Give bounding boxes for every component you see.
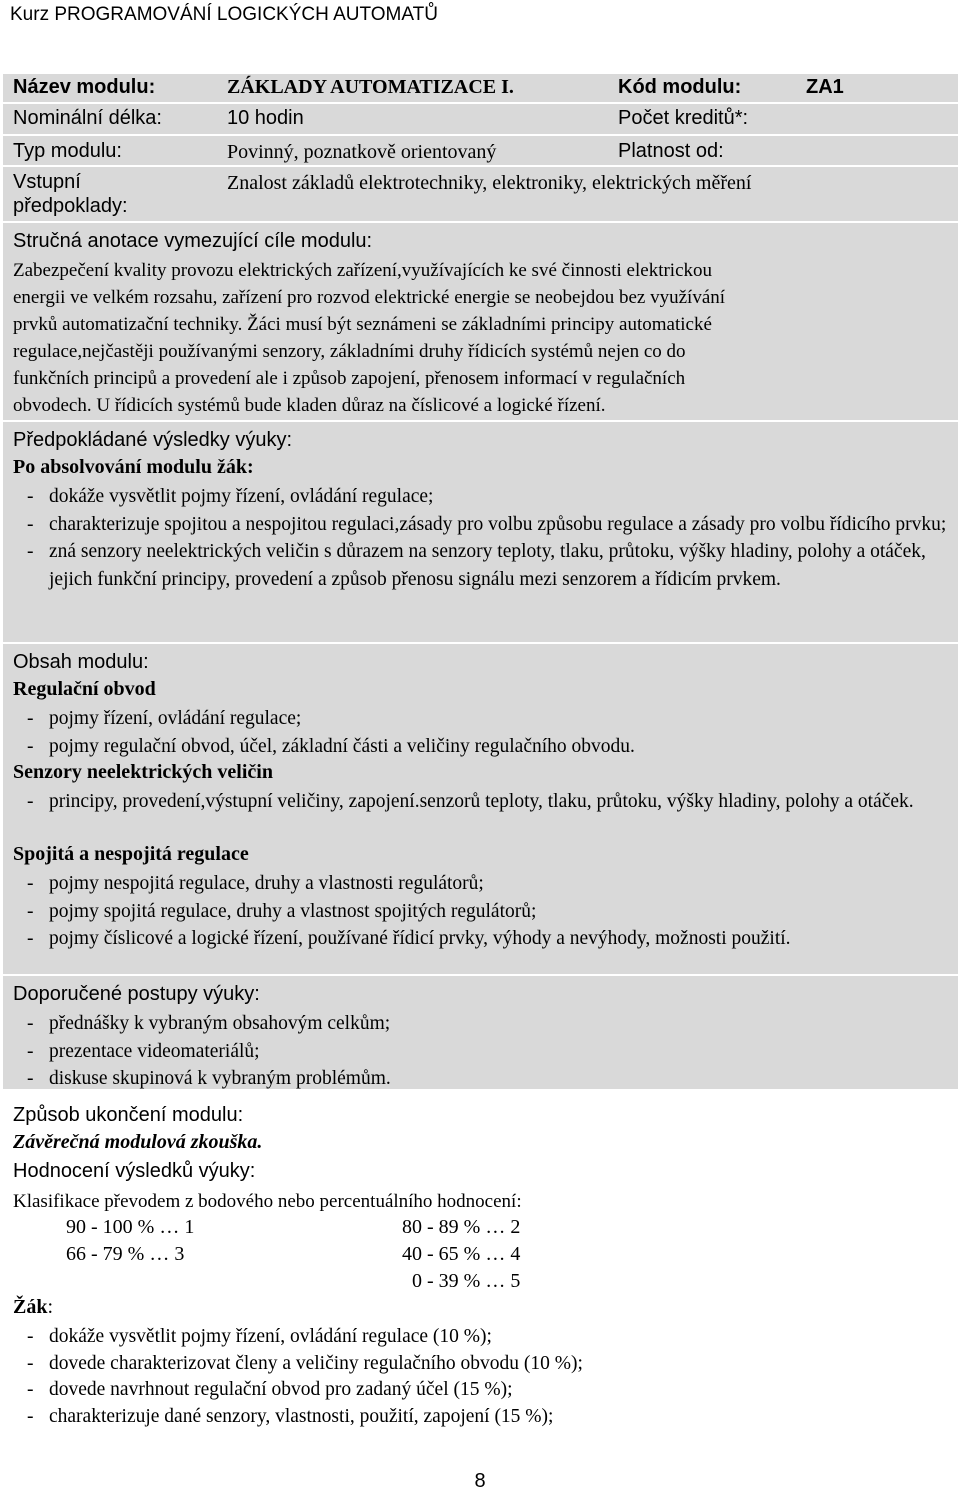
grade-row: 40 - 65 % … 4 <box>402 1243 521 1265</box>
student-label-colon: : <box>47 1296 54 1318</box>
completion-title: Způsob ukončení modulu: <box>13 1104 244 1126</box>
module-name-value: ZÁKLADY AUTOMATIZACE I. <box>227 76 514 98</box>
list-item: - dovede charakterizovat členy a veličiny regulačního obvodu (10 %); <box>13 1351 948 1378</box>
student-label <box>13 1296 53 1319</box>
module-code-value: ZA1 <box>806 76 844 98</box>
content-section-heading: Regulační obvod <box>13 678 156 700</box>
row-length <box>3 102 958 134</box>
credits-label: Počet kreditů*: <box>618 107 749 129</box>
module-code-label: Kód modulu: <box>618 76 742 98</box>
content-section-list <box>13 705 948 760</box>
results-list <box>13 483 948 593</box>
evaluation-block <box>3 1158 958 1428</box>
grade-row: 66 - 79 % … 3 <box>66 1243 185 1265</box>
row-prerequisites <box>3 165 958 221</box>
list-item: - pojmy regulační obvod, účel, základní části a veličiny regulačního obvodu. <box>13 733 948 761</box>
methods-title: Doporučené postupy výuky: <box>13 983 260 1005</box>
list-item: - pojmy nespojitá regulace, druhy a vlastnosti regulátorů; <box>13 870 948 898</box>
list-item: - charakterizuje dané senzory, vlastnosti, použití, zapojení (15 %); <box>13 1404 948 1431</box>
evaluation-intro: Klasifikace převodem z bodového nebo percentuálního hodnocení: <box>13 1191 522 1212</box>
content-section-heading: Spojitá a nespojitá regulace <box>13 843 249 865</box>
prereq-label-line2: předpoklady: <box>13 195 128 217</box>
type-value: Povinný, poznatkově orientovaný <box>227 141 497 163</box>
content-section-list <box>13 870 948 953</box>
list-item: - pojmy číslicové a logické řízení, používané řídicí prvky, výhody a nevýhody, možnosti použití. <box>13 925 948 953</box>
annotation-block <box>3 221 958 420</box>
annotation-line: prvků automatizační techniky. Žáci musí být seznámeni se základními principy automatické <box>13 314 712 335</box>
annotation-line: Zabezpečení kvality provozu elektrických zařízení,využívajících ke své činnosti elektrickou <box>13 260 713 281</box>
annotation-line: obvodech. U řídicích systémů bude kladen důraz na číslicové a logické řízení. <box>13 395 606 416</box>
valid-label: Platnost od: <box>618 140 724 162</box>
list-item: - prezentace videomateriálů; <box>13 1038 948 1066</box>
student-list <box>13 1324 948 1430</box>
annotation-line: energii ve velkém rozsahu, zařízení pro rozvod elektrické energie se neobejdou bez využívání <box>13 287 726 308</box>
list-item: - charakterizuje spojitou a nespojitou regulaci,zásady pro volbu způsobu regulace a zásady pro volbu řídicího prvku; <box>13 511 948 539</box>
content-title: Obsah modulu: <box>13 651 149 673</box>
list-item: - diskuse skupinová k vybraným problémům. <box>13 1065 948 1093</box>
length-label: Nominální délka: <box>13 107 162 129</box>
results-subtitle: Po absolvování modulu žák: <box>13 456 254 478</box>
module-name-label: Název modulu: <box>13 76 156 98</box>
grade-row: 80 - 89 % … 2 <box>402 1216 521 1238</box>
type-label: Typ modulu: <box>13 140 122 162</box>
annotation-title: Stručná anotace vymezující cíle modulu: <box>13 230 373 252</box>
module-sheet <box>3 72 958 1428</box>
content-section-list <box>13 788 948 816</box>
row-type <box>3 134 958 165</box>
completion-block <box>3 1089 958 1158</box>
grade-row: 0 - 39 % … 5 <box>412 1270 521 1292</box>
page-number: 8 <box>474 1470 486 1492</box>
prereq-value: Znalost základů elektrotechniky, elektroniky, elektrických měření <box>227 172 752 194</box>
methods-list <box>13 1010 948 1093</box>
prereq-label-line1: Vstupní <box>13 171 81 193</box>
list-item: - dokáže vysvětlit pojmy řízení, ovládání regulace; <box>13 483 948 511</box>
methods-block <box>3 974 958 1089</box>
list-item: - pojmy řízení, ovládání regulace; <box>13 705 948 733</box>
document-header: Kurz PROGRAMOVÁNÍ LOGICKÝCH AUTOMATŮ <box>10 4 438 25</box>
grade-row: 90 - 100 % … 1 <box>66 1216 195 1238</box>
content-section-heading: Senzory neelektrických veličin <box>13 761 273 783</box>
list-item: - zná senzory neelektrických veličin s důrazem na senzory teploty, tlaku, průtoku, výšky hladiny, polohy a otáček, jejich funkční principy, provedení a způsob přenosu signálu mezi senzorem a řídicím prvkem. <box>13 538 948 593</box>
annotation-text <box>13 257 943 419</box>
annotation-line: funkčních principů a provedení ale i způsob zapojení, přenosem informací v regulačních <box>13 368 686 389</box>
list-item: - dovede navrhnout regulační obvod pro zadaný účel (15 %); <box>13 1377 948 1404</box>
evaluation-title: Hodnocení výsledků výuky: <box>13 1160 256 1182</box>
list-item: - principy, provedení,výstupní veličiny, zapojení.senzorů teploty, tlaku, průtoku, výšky hladiny, polohy a otáček. <box>13 788 948 816</box>
list-item: - dokáže vysvětlit pojmy řízení, ovládání regulace (10 %); <box>13 1324 948 1351</box>
list-item: - pojmy spojitá regulace, druhy a vlastnost spojitých regulátorů; <box>13 898 948 926</box>
content-block <box>3 642 958 974</box>
row-module-name <box>3 72 958 102</box>
completion-value: Závěrečná modulová zkouška. <box>13 1131 263 1153</box>
length-value: 10 hodin <box>227 107 304 129</box>
annotation-line: regulace,nejčastěji používanými senzory, základními druhy řídicích systémů nejen co do <box>13 341 686 362</box>
results-block <box>3 420 958 642</box>
results-title: Předpokládané výsledky výuky: <box>13 429 293 451</box>
list-item: - přednášky k vybraným obsahovým celkům; <box>13 1010 948 1038</box>
student-label-text: Žák <box>13 1296 48 1318</box>
